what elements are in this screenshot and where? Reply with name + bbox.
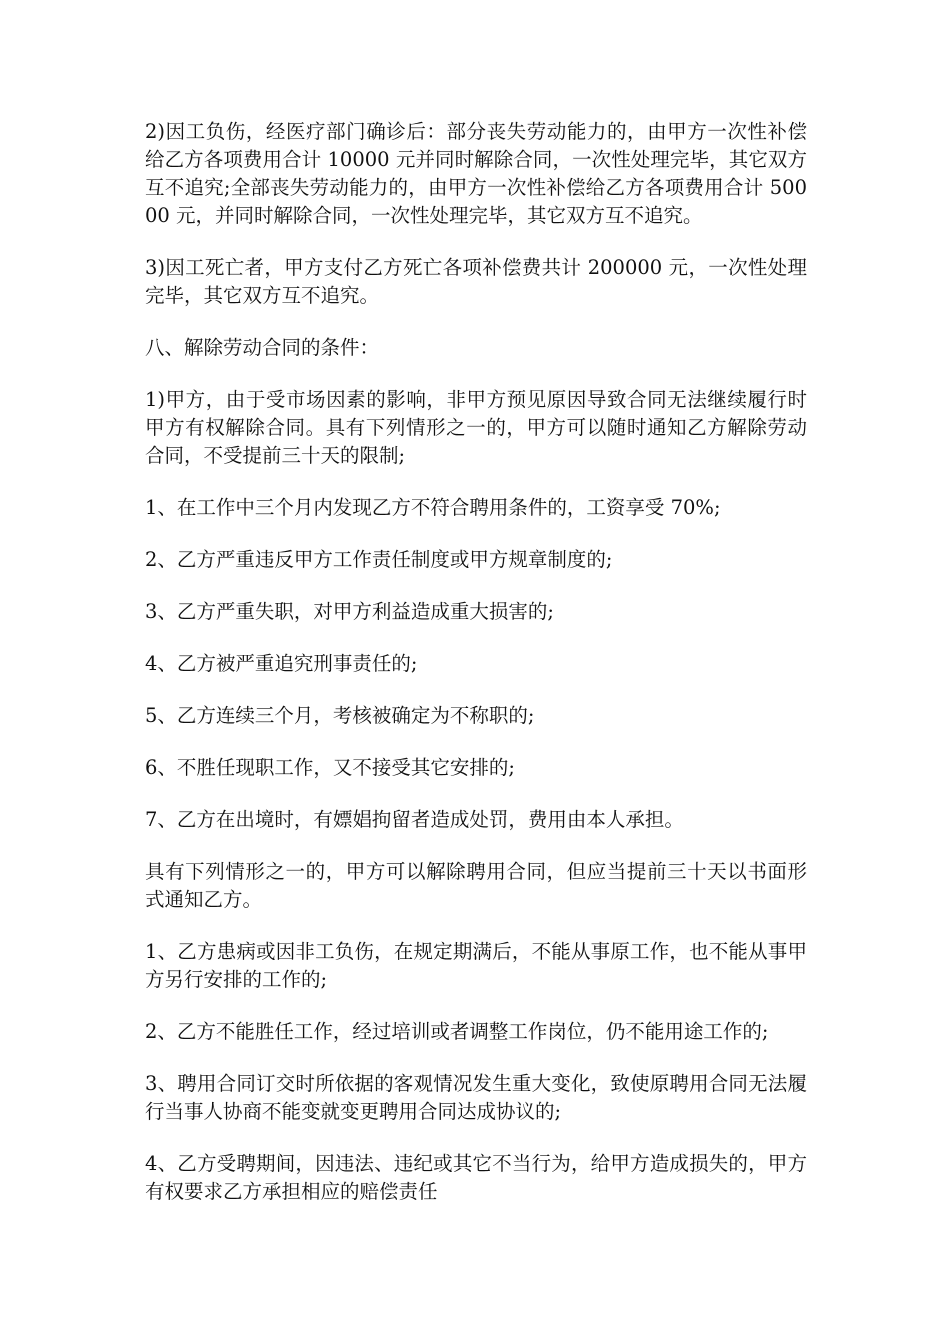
- list-item: 4、乙方受聘期间，因违法、违纪或其它不当行为，给甲方造成损失的，甲方有权要求乙方承担相应的赔偿责任: [145, 1152, 807, 1203]
- list-item: 1、乙方患病或因非工负伤，在规定期满后，不能从事原工作，也不能从事甲方另行安排的工作的;: [145, 940, 807, 991]
- list-item: 2、乙方不能胜任工作，经过培训或者调整工作岗位，仍不能用途工作的;: [145, 1020, 769, 1043]
- list-item: 7、乙方在出境时，有嫖娼拘留者造成处罚，费用由本人承担。: [145, 808, 684, 831]
- list-item: 2、乙方严重违反甲方工作责任制度或甲方规章制度的;: [145, 548, 613, 571]
- document-body: [145, 118, 807, 1230]
- paragraph-injury-compensation: 2)因工负伤，经医疗部门确诊后：部分丧失劳动能力的，由甲方一次性补偿给乙方各项费用合计 10000 元并同时解除合同，一次性处理完毕，其它双方互不追究;全部丧失劳动能力的，由甲方一次性补偿给乙方各项费用合计 50000 元，并同时解除合同，一次性处理完毕，其它双方互不追究。: [145, 120, 807, 227]
- list-item: 6、不胜任现职工作，又不接受其它安排的;: [145, 756, 515, 779]
- list-item: 5、乙方连续三个月，考核被确定为不称职的;: [145, 704, 535, 727]
- paragraph-party-a-termination: 1)甲方，由于受市场因素的影响，非甲方预见原因导致合同无法继续履行时甲方有权解除合同。具有下列情形之一的，甲方可以随时通知乙方解除劳动合同，不受提前三十天的限制;: [145, 388, 807, 467]
- paragraph-notice-termination: 具有下列情形之一的，甲方可以解除聘用合同，但应当提前三十天以书面形式通知乙方。: [145, 860, 807, 911]
- list-item: 1、在工作中三个月内发现乙方不符合聘用条件的，工资享受 70%;: [145, 496, 721, 519]
- list-item: 3、聘用合同订交时所依据的客观情况发生重大变化，致使原聘用合同无法履行当事人协商不能变就变更聘用合同达成协议的;: [145, 1072, 807, 1123]
- list-item: 4、乙方被严重追究刑事责任的;: [145, 652, 418, 675]
- paragraph-death-compensation: 3)因工死亡者，甲方支付乙方死亡各项补偿费共计 200000 元，一次性处理完毕，其它双方互不追究。: [145, 256, 807, 307]
- section-heading-termination-conditions: 八、解除劳动合同的条件：: [145, 336, 380, 359]
- list-item: 3、乙方严重失职，对甲方利益造成重大损害的;: [145, 600, 554, 623]
